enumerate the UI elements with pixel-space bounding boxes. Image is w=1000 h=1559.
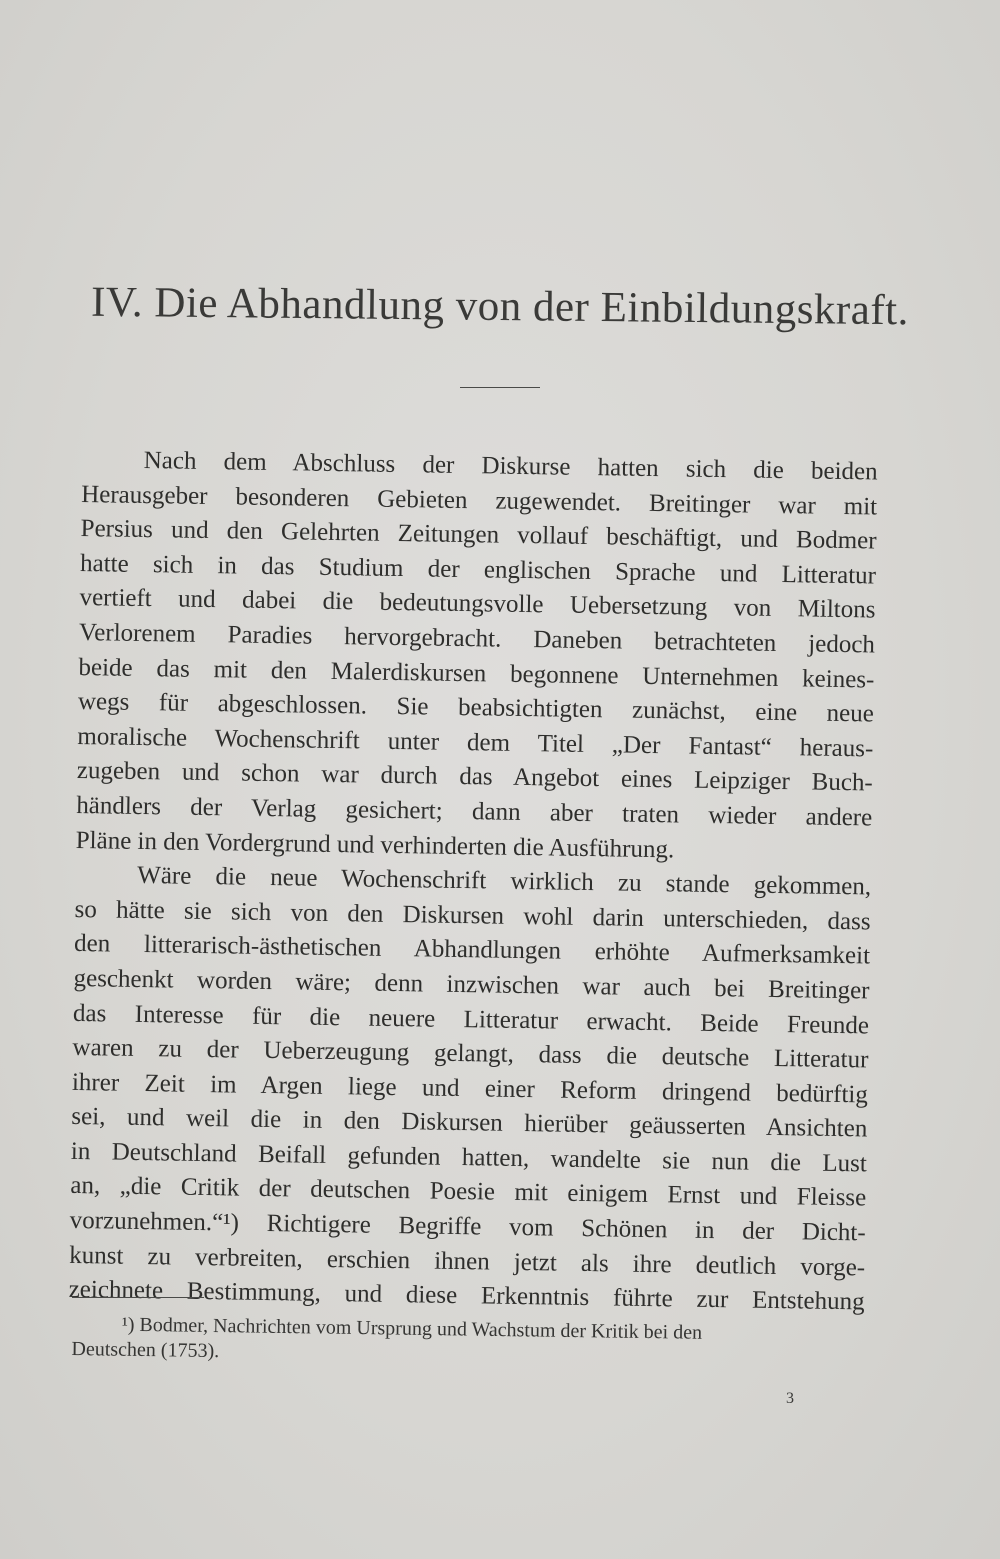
text-line: sei, und weil die in den Diskursen hierüber geäusserten Ansichten [71, 1103, 868, 1143]
text-line: waren zu der Ueberzeugung gelangt, dass die deutsche Litteratur [72, 1034, 869, 1074]
text-line: vertieft und dabei die bedeutungsvolle Uebersetzung von Miltons [79, 584, 876, 624]
text-line: moralische Wochenschrift unter dem Titel „Der Fantast“ heraus- [77, 722, 874, 763]
text-line: Verlorenem Paradies hervorgebracht. Daneben betrachteten jedoch [78, 618, 876, 659]
text-line: hatte sich in das Studium der englischen Sprache und Litteratur [79, 549, 877, 590]
text-line: kunst zu verbreiten, erschien ihnen jetzt als ihre deutlich vorge- [69, 1241, 866, 1282]
text-line: in Deutschland Beifall gefunden hatten, wandelte sie nun die Lust [70, 1137, 867, 1178]
text-line: Wäre die neue Wochenschrift wirklich zu stande gekommen, [137, 862, 872, 901]
text-line: beide das mit den Malerdiskursen begonnene Unternehmen keines- [78, 653, 875, 694]
footnote-rule [72, 1297, 204, 1298]
text-line: an, „die Critik der deutschen Poesie mit einigem Ernst und Fleisse [70, 1172, 867, 1212]
footnote [71, 1312, 868, 1373]
text-line: ihrer Zeit im Argen liege und einer Reform dringend bedürftig [71, 1068, 869, 1109]
text-line: wegs für abgeschlossen. Sie beabsichtigten zunächst, eine neue [77, 688, 875, 728]
text-line: händlers der Verlag gesichert; dann aber traten wieder andere [76, 791, 873, 832]
paragraph-2 [68, 858, 871, 1320]
heading-rule [460, 387, 540, 388]
text-line: Persius und den Gelehrten Zeitungen vollauf beschäftigt, und Bodmer [80, 515, 877, 555]
text-line: Herausgeber besonderen Gebieten zugewendet. Breitinger war mit [80, 480, 878, 521]
footnote-line: Deutschen (1753). [71, 1337, 220, 1363]
paragraph-1 [75, 443, 877, 871]
text-line: vorzunehmen.“¹) Richtigere Begriffe vom Schönen in der Dicht- [69, 1206, 866, 1247]
text-line: geschenkt worden wäre; denn inzwischen war auch bei Breitinger [73, 964, 870, 1005]
footnote-line: ¹) Bodmer, Nachrichten vom Ursprung und Wachstum der Kritik bei den [121, 1313, 703, 1344]
text-line: den litterarisch-ästhetischen Abhandlungen erhöhte Aufmerksamkeit [73, 930, 871, 970]
page-number: 3 [786, 1390, 794, 1407]
text-line: Pläne in den Vordergrund und verhinderten die Ausführung. [75, 826, 675, 863]
text-line: so hätte sie sich von den Diskursen wohl darin unterschieden, dass [74, 895, 871, 936]
chapter-heading: IV. Die Abhandlung von der Einbildungskraft. [90, 278, 910, 335]
text-line: das Interesse für die neuere Litteratur erwacht. Beide Freunde [72, 999, 870, 1039]
body-text [68, 443, 877, 1320]
text-line: zugeben und schon war durch das Angebot eines Leipziger Buch- [76, 757, 873, 797]
text-line: zeichnete Bestimmung, und diese Erkenntnis führte zur Entstehung [68, 1276, 865, 1316]
text-line: Nach dem Abschluss der Diskurse hatten sich die beiden [143, 446, 878, 486]
